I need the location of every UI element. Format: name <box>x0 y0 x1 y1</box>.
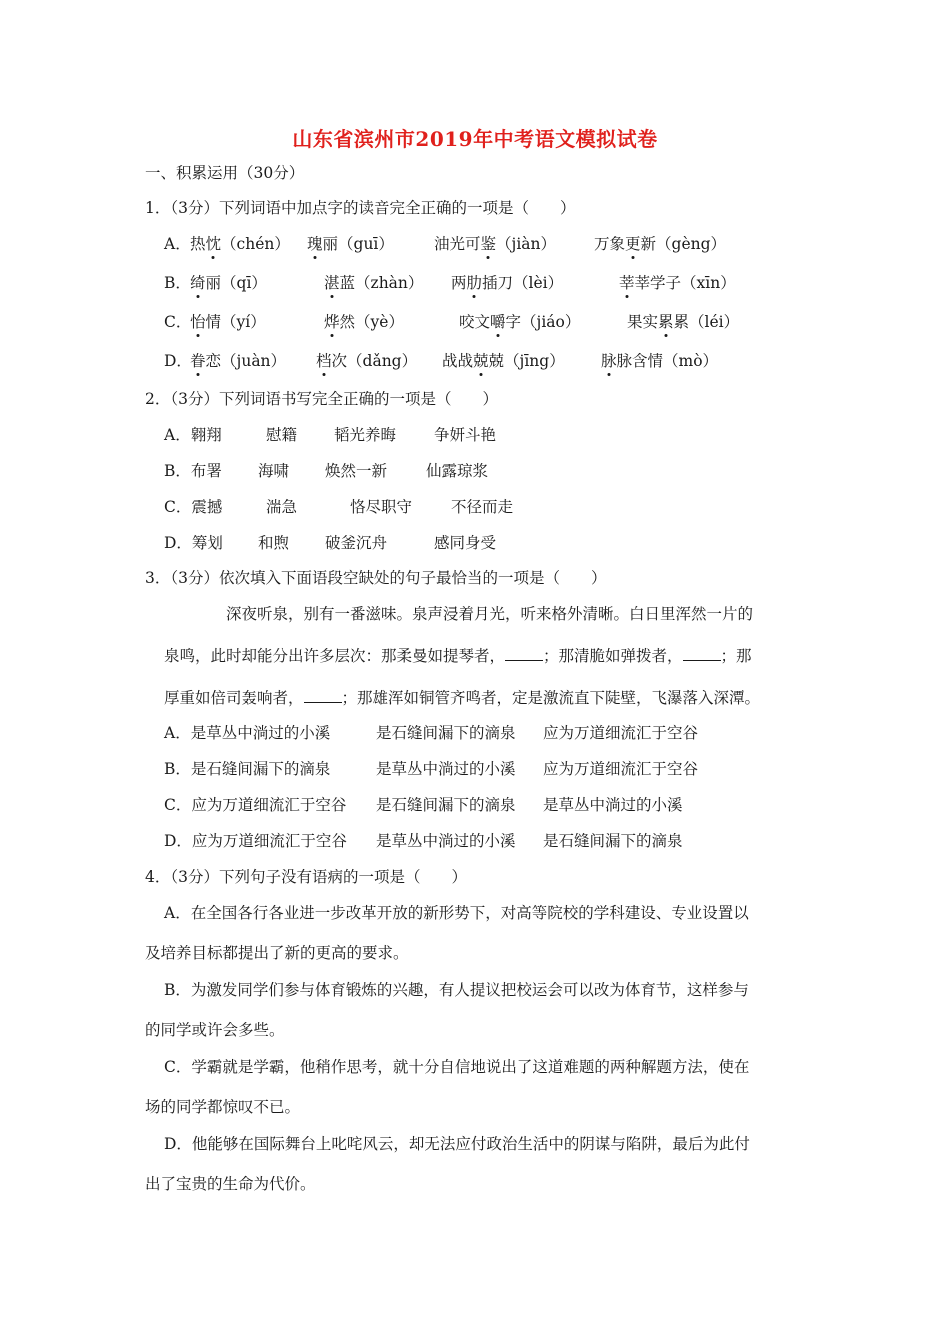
q1-c-item-3: 咬文嚼字（jiáo） <box>459 313 581 331</box>
q3-b-part-3: 应为万道细流汇于空谷 <box>543 760 699 778</box>
q3-passage-line-1: 深夜听泉，别有一番滋味。泉声浸着月光，听来格外清晰。白日里浑然一片的 <box>226 605 754 623</box>
q4-option-c-line-1: C．学霸就是学霸，他稍作思考，就十分自信地说出了这道难题的两种解题方法，使在 <box>164 1058 750 1076</box>
q3-passage-line-2: 泉鸣，此时却能分出许多层次：那柔曼如提琴者， ；那清脆如弹拨者， ；那 <box>164 647 752 665</box>
question-3-stem: 3．（3分）依次填入下面语段空缺处的句子最恰当的一项是（ ） <box>145 569 607 587</box>
option-label: C． <box>164 313 192 331</box>
q1-a-item-2: 瑰丽（guī） <box>307 235 394 253</box>
q2-d-word-4: 感同身受 <box>434 534 497 552</box>
q1-b-item-4: 莘莘学子（xīn） <box>619 274 736 292</box>
q4-option-c-line-2: 场的同学都惊叹不已。 <box>145 1098 301 1116</box>
question-2-stem: 2．（3分）下列词语书写完全正确的一项是（ ） <box>145 390 498 408</box>
q3-option-a <box>164 723 864 745</box>
q2-option-d <box>164 533 764 555</box>
q1-c-item-2: 烨然（yè） <box>324 313 404 331</box>
q2-option-b <box>164 461 764 483</box>
q4-option-d-line-2: 出了宝贵的生命为代价。 <box>145 1175 316 1193</box>
q3-a-part-3: 应为万道细流汇于空谷 <box>543 724 699 742</box>
q4-option-b-line-2: 的同学或许会多些。 <box>145 1021 285 1039</box>
q3-passage-line-3: 厚重如倍司轰响者， ；那雄浑如铜管齐鸣者，定是激流直下陡壁，飞瀑落入深潭。 <box>164 689 761 707</box>
q3-d-part-3: 是石缝间漏下的滴泉 <box>543 832 683 850</box>
q1-d-item-3: 战战兢兢（jīng） <box>442 352 565 370</box>
option-label: B． <box>164 274 191 292</box>
q2-a-word-4: 争妍斗艳 <box>434 426 497 444</box>
question-1-stem: 1．（3分）下列词语中加点字的读音完全正确的一项是（ ） <box>145 199 576 217</box>
option-label: A． <box>164 235 191 253</box>
q1-d-item-2: 档次（dǎng） <box>316 352 418 370</box>
q4-option-a-line-2: 及培养目标都提出了新的更高的要求。 <box>145 944 409 962</box>
q4-option-d-line-1: D．他能够在国际舞台上叱咤风云，却无法应付政治生活中的阴谋与陷阱，最后为此付 <box>164 1135 750 1153</box>
q3-option-c <box>164 795 864 817</box>
fill-blank-3 <box>304 688 342 703</box>
q2-d-word-3: 破釜沉舟 <box>325 534 388 552</box>
q1-option-b <box>164 273 884 295</box>
q1-b-item-3: 两肋插刀（lèi） <box>451 274 564 292</box>
q1-a-item-1: 热忱（chén） <box>190 235 290 253</box>
fill-blank-1 <box>505 646 543 661</box>
q3-a-part-1: A．是草丛中淌过的小溪 <box>164 724 331 742</box>
q2-a-word-2: 慰籍 <box>266 426 298 444</box>
q2-d-word-1: D．筹划 <box>164 534 223 552</box>
q3-b-part-2: 是草丛中淌过的小溪 <box>376 760 516 778</box>
q2-c-word-4: 不径而走 <box>451 498 514 516</box>
q3-d-part-1: D．应为万道细流汇于空谷 <box>164 832 347 850</box>
q2-c-word-3: 恪尽职守 <box>350 498 413 516</box>
q1-c-item-4: 果实累累（léi） <box>627 313 740 331</box>
q3-c-part-2: 是石缝间漏下的滴泉 <box>376 796 516 814</box>
q2-a-word-1: A．翱翔 <box>164 426 222 444</box>
q1-d-item-1: 眷恋（juàn） <box>190 352 287 370</box>
option-label: D． <box>164 352 192 370</box>
q1-option-c <box>164 312 884 334</box>
q1-c-item-1: 怡情（yí） <box>190 313 266 331</box>
q4-option-b-line-1: B．为激发同学们参与体育锻炼的兴趣，有人提议把校运会可以改为体育节，这样参与 <box>164 981 749 999</box>
page-title: 山东省滨州市2019年中考语文模拟试卷 <box>292 127 658 151</box>
q3-b-part-1: B．是石缝间漏下的滴泉 <box>164 760 331 778</box>
q2-b-word-1: B．布署 <box>164 462 222 480</box>
q2-a-word-3: 韬光养晦 <box>334 426 397 444</box>
question-4-stem: 4．（3分）下列句子没有语病的一项是（ ） <box>145 868 467 886</box>
q2-option-a <box>164 425 764 447</box>
q1-b-item-2: 湛蓝（zhàn） <box>324 274 424 292</box>
q1-a-item-3: 油光可鉴（jiàn） <box>434 235 557 253</box>
q2-d-word-2: 和煦 <box>258 534 290 552</box>
q1-option-a <box>164 234 884 256</box>
q4-option-a-line-1: A．在全国各行各业进一步改革开放的新形势下，对高等院校的学科建设、专业设置以 <box>164 904 749 922</box>
q2-c-word-2: 湍急 <box>266 498 298 516</box>
q1-d-item-4: 脉脉含情（mò） <box>601 352 719 370</box>
q3-option-d <box>164 831 864 853</box>
q3-a-part-2: 是石缝间漏下的滴泉 <box>376 724 516 742</box>
q2-b-word-2: 海啸 <box>258 462 290 480</box>
q1-a-item-4: 万象更新（gèng） <box>594 235 727 253</box>
q1-option-d <box>164 351 884 373</box>
q2-option-c <box>164 497 764 519</box>
q2-b-word-3: 焕然一新 <box>325 462 388 480</box>
section-heading: 一、积累运用（30分） <box>145 164 305 182</box>
q2-b-word-4: 仙露琼浆 <box>426 462 489 480</box>
q3-d-part-2: 是草丛中淌过的小溪 <box>376 832 516 850</box>
q1-b-item-1: 绮丽（qī） <box>190 274 267 292</box>
fill-blank-2 <box>683 646 721 661</box>
q2-c-word-1: C．震撼 <box>164 498 223 516</box>
q3-c-part-1: C．应为万道细流汇于空谷 <box>164 796 347 814</box>
q3-c-part-3: 是草丛中淌过的小溪 <box>543 796 683 814</box>
q3-option-b <box>164 759 864 781</box>
